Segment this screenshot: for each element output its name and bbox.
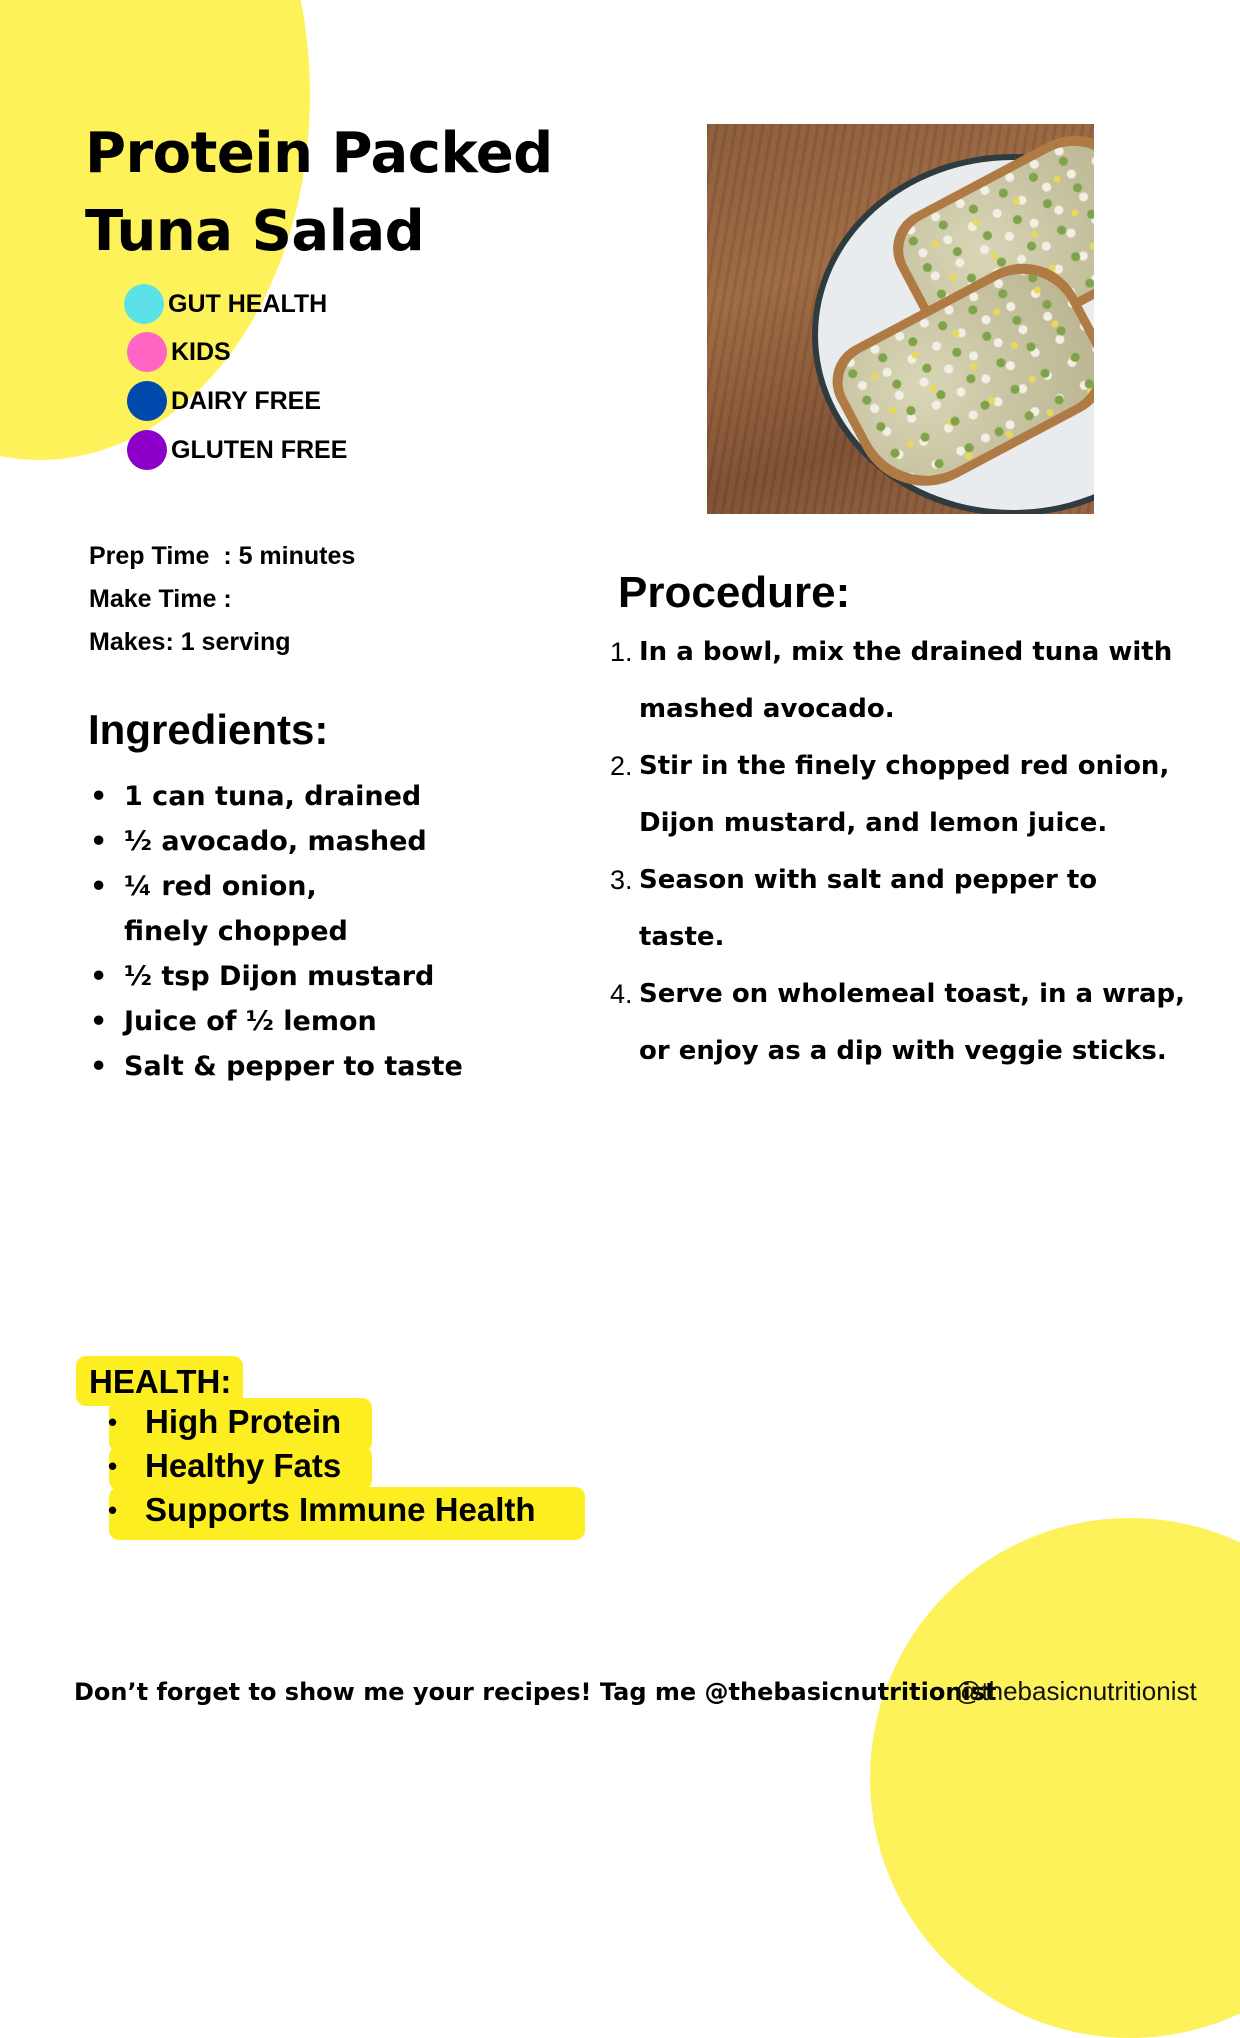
step-text: Season with salt and pepper to taste. xyxy=(639,865,1098,952)
prep-time: Prep Time : 5 minutes xyxy=(89,542,356,570)
tag-dot-gluten-free xyxy=(127,430,167,470)
procedure-step xyxy=(610,624,1190,738)
procedure-heading: Procedure: xyxy=(618,568,851,617)
step-number: 1. xyxy=(610,637,633,667)
tag-dot-dairy-free xyxy=(127,381,167,421)
step-text: Stir in the finely chopped red onion, Dijon mustard, and lemon juice. xyxy=(639,751,1170,838)
step-number: 4. xyxy=(610,979,633,1009)
health-benefit: • High Protein xyxy=(108,1400,536,1444)
step-number: 2. xyxy=(610,751,633,781)
recipe-photo xyxy=(707,124,1094,514)
step-text: Serve on wholemeal toast, in a wrap, or enjoy as a dip with veggie sticks. xyxy=(639,979,1186,1066)
tag-dot-gut-health xyxy=(124,284,164,324)
ingredient-item: • ½ avocado, mashed xyxy=(88,819,468,864)
recipe-meta xyxy=(89,538,355,667)
ingredients-list xyxy=(88,774,468,1089)
procedure-step xyxy=(610,966,1190,1080)
tag-label: GUT HEALTH xyxy=(168,290,328,318)
procedure-step xyxy=(610,738,1190,852)
tag-label: GLUTEN FREE xyxy=(171,436,348,464)
step-number: 3. xyxy=(610,865,633,895)
ingredient-item: • ½ tsp Dijon mustard xyxy=(88,954,468,999)
step-text: In a bowl, mix the drained tuna with mashed avocado. xyxy=(639,637,1173,724)
recipe-title-line-1: Protein Packed xyxy=(85,121,553,186)
footer-call-to-action: Don’t forget to show me your recipes! Tag me @thebasicnutritionist xyxy=(74,1678,997,1706)
decorative-yellow-circle-bottom-right xyxy=(870,1518,1240,2038)
ingredient-item: • 1 can tuna, drained xyxy=(88,774,468,819)
tag-dot-kids xyxy=(127,332,167,372)
health-heading: HEALTH: xyxy=(76,1356,243,1406)
ingredient-item: • Juice of ½ lemon xyxy=(88,999,468,1044)
ingredient-item: • Salt & pepper to taste xyxy=(88,1044,468,1089)
servings: Makes: 1 serving xyxy=(89,628,291,656)
health-benefit: • Supports Immune Health xyxy=(108,1488,536,1532)
procedure-step xyxy=(610,852,1190,966)
ingredients-heading: Ingredients: xyxy=(88,706,329,753)
recipe-title-line-2: Tuna Salad xyxy=(85,199,425,264)
tag-label: DAIRY FREE xyxy=(171,387,322,415)
make-time: Make Time : xyxy=(89,585,232,613)
tag-label: KIDS xyxy=(171,338,231,366)
social-handle: @thebasicnutritionist xyxy=(955,1676,1197,1706)
health-benefits-list xyxy=(108,1400,536,1532)
recipe-title xyxy=(85,115,553,271)
ingredient-item: • ¼ red onion, finely chopped xyxy=(88,864,384,954)
procedure-list xyxy=(610,624,1190,1080)
health-benefit: • Healthy Fats xyxy=(108,1444,536,1488)
